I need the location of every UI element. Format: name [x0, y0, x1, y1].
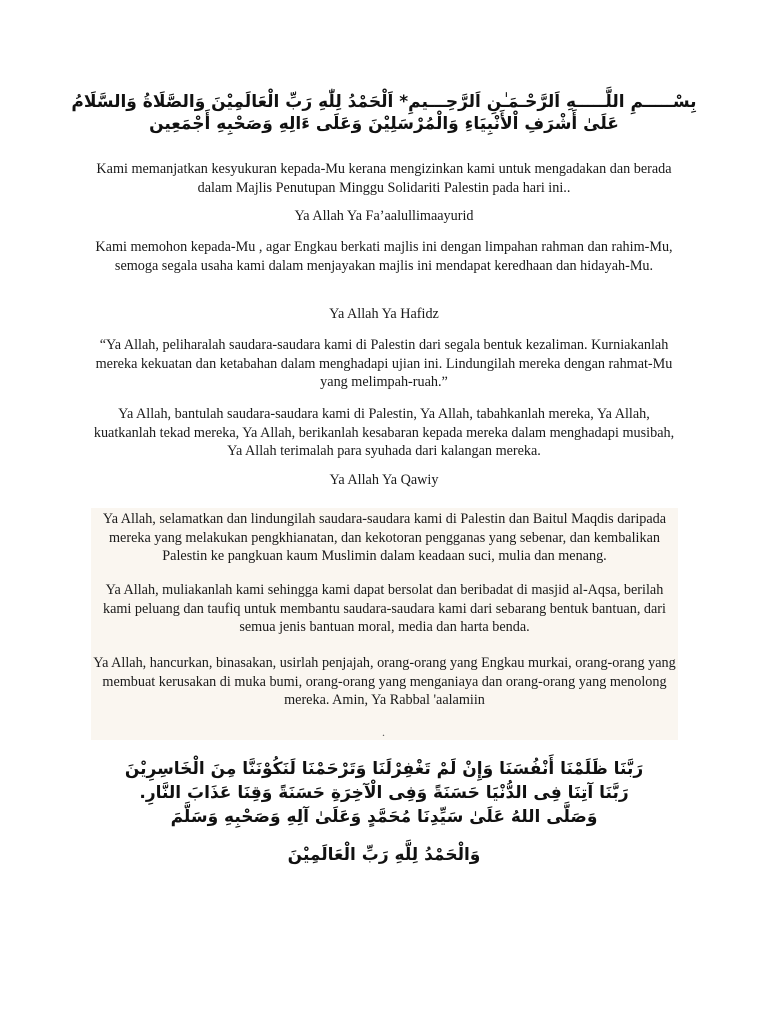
help-prayer-paragraph: Ya Allah, bantulah saudara-saudara kami di Palestin, Ya Allah, tabahkanlah mereka, Ya Allah, kuatkanlah tekad mereka, Ya Allah, berikanlah kesabaran kepada mereka dalam menghadapi musibah, Ya Allah terimalah para syuhada dari kalangan mereka.: [93, 406, 675, 459]
closing-line-2: رَبَّنَا آتِنَا فِى الدُّنْيَا حَسَنَةً وَفِى الْآخِرَةِ حَسَنَةً وَقِنَا عَذَابَ النَّارِ.: [139, 783, 629, 803]
al-aqsa-prayer-paragraph: Ya Allah, muliakanlah kami sehingga kami dapat bersolat dan beribadat di masjid al-Aqsa, berilah kami peluang dan taufiq untuk membantu saudara-saudara kami dari sebarang bentuk bantuan, dari semua jenis bantuan moral, media dan harta benda.: [103, 582, 666, 635]
shaded-prayer-block: [91, 508, 678, 740]
closing-line-4: وَالْحَمْدُ لِلَّهِ رَبِّ الْعَالَمِيْنَ: [287, 845, 481, 865]
separator-dot: .: [382, 725, 385, 739]
closing-line-3: وَصَلَّى اللهُ عَلَىٰ سَيِّدِنَا مُحَمَّدٍ وَعَلَىٰ آلِهِ وَصَحْبِهِ وَسَلَّمَ: [170, 807, 598, 827]
blessing-request-paragraph: Kami memohon kepada-Mu , agar Engkau berkati majlis ini dengan limpahan rahman dan rahim-Mu, semoga segala usaha kami dalam menjayakan majlis ini mendapat keredhaan dan hidayah-Mu.: [95, 239, 673, 274]
oppressors-prayer-paragraph: Ya Allah, hancurkan, binasakan, usirlah penjajah, orang-orang yang Engkau murkai, orang-orang yang membuat kerusakan di muka bumi, orang-orang yang menganiaya dan orang-orang yang menolong mereka. Amin, Ya Rabbal 'aalamiin: [93, 655, 676, 708]
protection-prayer-paragraph: “Ya Allah, peliharalah saudara-saudara kami di Palestin dari segala bentuk kezaliman. Kurniakanlah mereka kekuatan dan ketabahan dalam menghadapi ujian ini. Lindungilah mereka dengan rahmat-Mu yang melimpah-ruah.”: [95, 337, 673, 390]
invocation-qawiy: Ya Allah Ya Qawiy: [329, 472, 439, 488]
gratitude-paragraph: Kami memanjatkan kesyukuran kepada-Mu kerana mengizinkan kami untuk mengadakan dan berada dalam Majlis Penutupan Minggu Solidariti Palestin pada hari ini..: [96, 161, 672, 196]
closing-line-1: رَبَّنَا ظَلَمْنَا أَنْفُسَنَا وَإِنْ لَمْ تَغْفِرْلَنَا وَتَرْحَمْنَا لَنَكُوْنَنَّا مِنَ الْخَاسِرِيْنَ: [124, 759, 644, 779]
closing-arabic-prayer: [70, 757, 698, 867]
opening-arabic-invocation: بِسْـــــمِ اللَّـــــهِ اَلرَّحْـمَـٰنِ اَلرَّحِـــيمِ* اَلْحَمْدُ لِلّٰهِ رَبِّ الْعَالَمِيْنَ وَالصَّلَاةُ وَالسَّلَامُ عَلَىٰ أَشْرَفِ اْلأَنْبِيَاءِ وَالْمُرْسَلِيْنَ وَعَلَى ءَالِهِ وَصَحْبِهِ أَجْمَعِين: [71, 92, 697, 134]
invocation-hafidz: Ya Allah Ya Hafidz: [329, 306, 439, 322]
rescue-prayer-paragraph: Ya Allah, selamatkan dan lindungilah saudara-saudara kami di Palestin dan Baitul Maqdis daripada mereka yang melakukan pengkhianatan, dan kekotoran pengganas yang sebenar, dan kembalikan Palestin ke pangkuan kaum Muslimin dalam keadaan suci, mulia dan menang.: [102, 511, 667, 564]
invocation-fa-aalullimaayurid: Ya Allah Ya Fa’aalullimaayurid: [294, 208, 474, 224]
